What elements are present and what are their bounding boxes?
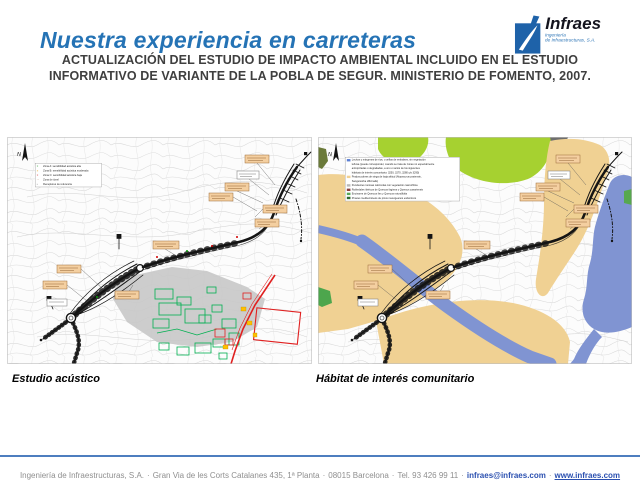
legend-label: Encinares de Quercus ilex y Quercus rotundifolia bbox=[351, 192, 408, 196]
legend-label: Zona de túnel bbox=[43, 177, 59, 182]
infraes-logo-icon bbox=[514, 15, 543, 57]
footer-separator: · bbox=[322, 471, 326, 480]
legend-symbol: ≈ bbox=[36, 164, 39, 168]
legend-label: Zona C: sensibilidad acústica baja bbox=[43, 173, 82, 177]
footer-company: Ingeniería de Infraestructuras, S.A. bbox=[19, 471, 145, 480]
legend-label: Lechos y márgenes de ríos, o orillas de embalses, sin vegetación bbox=[351, 158, 426, 162]
legend-label: Zona A: sensibilidad acústica alta bbox=[43, 164, 81, 168]
subtitle-line-2: INFORMATIVO DE VARIANTE DE LA POBLA DE SEGUR. MINISTERIO DE FOMENTO, 2007. bbox=[49, 69, 591, 83]
legend-swatch bbox=[347, 188, 351, 190]
legend-swatch bbox=[347, 180, 351, 182]
legend-label: leñosa (puede corresponder, cuando se trata de zonas no especialmente bbox=[351, 162, 435, 166]
legend-acoustic bbox=[35, 163, 102, 187]
footer-phone: Tel. 93 426 99 11 bbox=[397, 471, 459, 480]
legend-label: hábitats de interés comunitario: 3250, 3270, 3280 y/o 3290) bbox=[351, 171, 420, 175]
footer-contact bbox=[0, 471, 640, 480]
footer-rule bbox=[0, 455, 640, 457]
legend-label: antropizadas o degradadas, a uno o varios de los siguientes bbox=[351, 166, 420, 170]
company-logo bbox=[514, 15, 640, 57]
caption-estudio-acustico: Estudio acústico bbox=[12, 373, 101, 385]
legend-label: Sanguisorba officinalis) bbox=[351, 179, 379, 183]
legend-label: Robledales ibéricos de Quercus faginea y Quercus canariensis bbox=[351, 187, 423, 191]
legend-swatch bbox=[347, 176, 351, 178]
page-title: Nuestra experiencia en carreteras bbox=[40, 27, 417, 53]
legend-label: Pinares mediterráneos de pinos mesogeanos endémicos bbox=[351, 196, 417, 200]
footer-separator: · bbox=[147, 471, 150, 480]
legend-symbol: ≈ bbox=[36, 173, 39, 177]
footer-website-link[interactable]: www.infraes.com bbox=[554, 471, 621, 480]
legend-label: Prados pobres de siega de baja altitud (Alopecurus pratensis, bbox=[351, 175, 422, 179]
legend-symbol: - - bbox=[36, 177, 40, 182]
logo-tagline-line2: de Infraestructuras, S.A. bbox=[545, 37, 596, 43]
footer-separator: · bbox=[461, 471, 464, 480]
footer-postal: 08015 Barcelona bbox=[328, 471, 389, 480]
legend-swatch bbox=[347, 197, 351, 199]
legend-label: Pendientes rocosas calcícolas con vegetación casmofítica bbox=[351, 183, 418, 187]
legend-item bbox=[347, 196, 459, 200]
footer-address: Gran Via de les Corts Catalanes 435, 1ª Planta bbox=[152, 471, 320, 480]
legend-label: Zona B: sensibilidad acústica moderada bbox=[43, 169, 89, 173]
legend-swatch bbox=[347, 172, 351, 174]
legend-symbol: ▪ bbox=[36, 182, 38, 186]
legend-swatch bbox=[347, 167, 351, 169]
legend-label: Receptores de referencia bbox=[43, 182, 72, 186]
logo-name: Infraes bbox=[545, 14, 602, 33]
legend-swatch bbox=[347, 163, 351, 165]
map-estudio-acustico bbox=[7, 137, 312, 364]
footer-email-link[interactable]: infraes@infraes.com bbox=[466, 471, 546, 480]
map-habitat-interes-comunitario bbox=[318, 137, 632, 364]
logo-tagline bbox=[545, 33, 639, 42]
legend-swatch bbox=[347, 193, 351, 195]
footer-separator: · bbox=[548, 471, 552, 480]
legend-swatch bbox=[347, 159, 351, 161]
legend-swatch bbox=[347, 184, 351, 186]
legend-symbol: ≈ bbox=[36, 169, 39, 173]
subtitle-line-1: ACTUALIZACIÓN DEL ESTUDIO DE IMPACTO AMBIENTAL INCLUIDO EN EL ESTUDIO bbox=[61, 53, 579, 67]
legend-habitat bbox=[345, 157, 460, 201]
footer-separator: · bbox=[391, 471, 395, 480]
logo-tagline-line1: Ingeniería bbox=[545, 32, 567, 38]
caption-habitat: Hábitat de interés comunitario bbox=[316, 373, 475, 385]
legend-item bbox=[37, 182, 100, 186]
